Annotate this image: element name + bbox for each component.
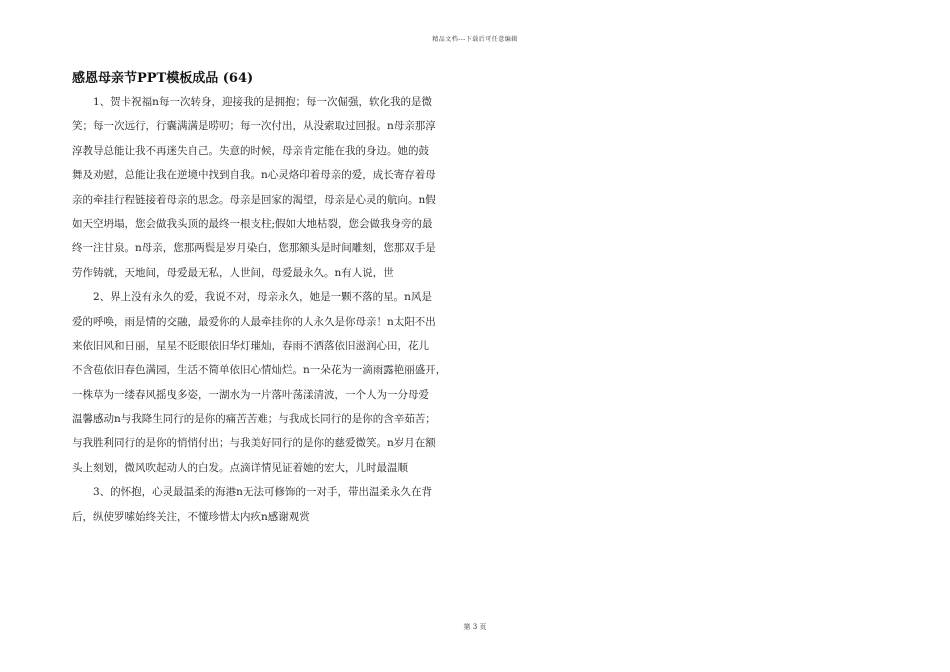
body-line: 1、贺卡祝福n每一次转身，迎接我的是拥抱；每一次倔强，软化我的是微 [93, 96, 432, 108]
body-line: 一株草为一缕春风摇曳多姿，一湖水为一片落叶荡漾清波，一个人为一分母爱 [72, 388, 429, 401]
body-line: 淳教导总能让我不再迷失自己。失意的时候，母亲肯定能在我的身边。她的鼓 [72, 144, 429, 157]
body-line: 劳作铸就，天地间，母爱最无私，人世间，母爱最永久。n有人说，世 [72, 266, 394, 279]
body-line: 来依旧风和日丽，星星不眨眼依旧华灯璀灿，春雨不洒落依旧滋润心田，花儿 [72, 339, 429, 352]
body-line: 爱的呼唤，雨是情的交融，最爱你的人最牵挂你的人永久是你母亲！n太阳不出 [72, 315, 436, 328]
body-line: 不含苞依旧春色满园，生活不简单依旧心情灿烂。n一朵花为一滴雨露艳丽盛开， [72, 364, 447, 377]
document-body [72, 90, 472, 529]
page-header: 精品文档---下载后可任意编辑 [432, 36, 518, 43]
document-title: 感恩母亲节PPT模板成品 (64) [72, 71, 254, 86]
page-number: 第 3 页 [463, 623, 487, 631]
body-line: 头上刻划，微风吹起动人的白发。点滴详情见证着她的宏大，儿时最温顺 [72, 461, 408, 474]
body-line: 舞及劝慰，总能让我在逆境中找到自我。n心灵烙印着母亲的爱，成长寄存着母 [72, 169, 436, 182]
body-line: 温馨感动n与我降生同行的是你的痛苦苦难；与我成长同行的是你的含辛茹苦； [72, 413, 436, 426]
body-line: 笑；每一次远行，行囊满满是唠叨；每一次付出，从没索取过回报。n母亲那淳 [72, 120, 436, 133]
body-line: 3、的怀抱，心灵最温柔的海港n无法可修饰的一对手，带出温柔永久在背 [93, 486, 432, 499]
body-line: 终一注甘泉。n母亲，您那两鬓是岁月染白，您那额头是时间雕刻，您那双手是 [72, 242, 436, 255]
body-line: 2、界上没有永久的爱，我说不对，母亲永久，她是一颗不落的星。n风是 [93, 291, 432, 304]
body-line: 后，纵使罗嗦始终关注，不懂珍惜太内疚n感谢观赏 [72, 510, 310, 523]
body-line: 亲的牵挂行程链接着母亲的思念。母亲是回家的渴望，母亲是心灵的航向。n假 [72, 193, 436, 206]
body-line: 与我胜利同行的是你的悄悄付出；与我美好同行的是你的慈爱微笑。n岁月在额 [72, 437, 436, 450]
body-line: 如天空坍塌，您会做我头顶的最终一根支柱;假如大地枯裂，您会做我身旁的最 [72, 217, 433, 230]
